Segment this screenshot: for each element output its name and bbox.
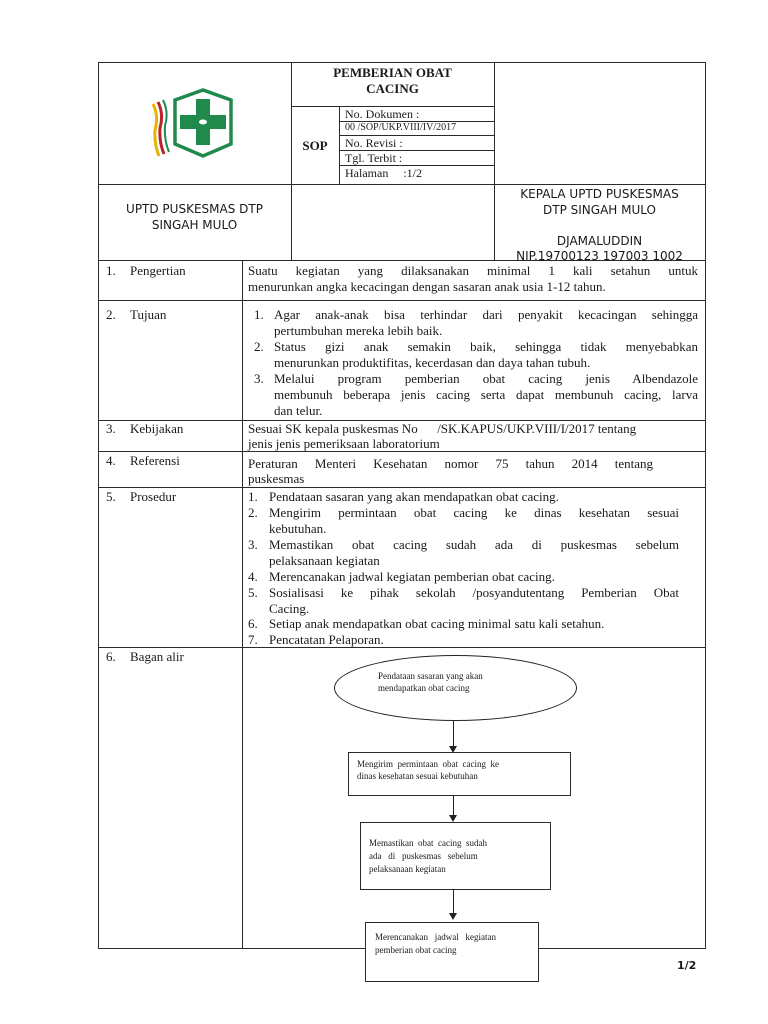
- no-revisi-label: No. Revisi :: [345, 136, 403, 150]
- tujuan-item-line: Agar anak-anak bisa terhindar dari penyakit kecacingan sehingga: [274, 307, 698, 322]
- tujuan-item-number: 3.: [254, 371, 264, 386]
- no-dokumen-value: 00 /SOP/UKP.VIII/IV/2017: [345, 122, 457, 133]
- prosedur-item-line: Setiap anak mendapatkan obat cacing minimal satu kali setahun.: [269, 616, 605, 631]
- prosedur-item-number: 6.: [248, 616, 258, 631]
- prosedur-item-number: 7.: [248, 632, 258, 647]
- section-5-label: Prosedur: [130, 489, 177, 504]
- org-name-line2: SINGAH MULO: [151, 218, 238, 232]
- section-4-text-line2: puskesmas: [248, 471, 305, 486]
- prosedur-item-number: 2.: [248, 505, 258, 520]
- prosedur-item-number: 3.: [248, 537, 258, 552]
- section-1-text-line1: Suatu kegiatan yang dilaksanakan minimal 1 kali setahun untuk: [248, 263, 698, 278]
- flow-arrow: [453, 721, 454, 747]
- flow-step-3-line3: pelaksanaan kegiatan: [369, 864, 446, 874]
- flow-step-2-line2: dinas kesehatan sesuai kebutuhan: [357, 771, 478, 781]
- section-1-number: 1.: [106, 263, 116, 278]
- tujuan-item-number: 2.: [254, 339, 264, 354]
- tujuan-item-line: pertumbuhan mereka lebih baik.: [274, 323, 443, 338]
- sop-title-line1: PEMBERIAN OBAT: [333, 65, 452, 80]
- tujuan-item-line: Status gizi anak semakin baik, sehingga tidak menyebabkan: [274, 339, 698, 354]
- section-4-text-line1: Peraturan Menteri Kesehatan nomor 75 tahun 2014 tentang: [248, 456, 653, 471]
- section-6-number: 6.: [106, 649, 116, 664]
- flow-step-3-line1: Memastikan obat cacing sudah: [369, 838, 487, 848]
- sop-label: SOP: [302, 138, 328, 153]
- tujuan-item-line: membunuh beberapa jenis cacing serta dapat membunuh cacing, larva: [274, 387, 698, 402]
- flow-step-2-line1: Mengirim permintaan obat cacing ke: [357, 759, 499, 769]
- prosedur-item-line: Merencanakan jadwal kegiatan pemberian obat cacing.: [269, 569, 555, 584]
- section-2-number: 2.: [106, 307, 116, 322]
- tujuan-item-line: Melalui program pemberian obat cacing jenis Albendazole: [274, 371, 698, 386]
- flow-step-1-line1: Pendataan sasaran yang akan: [378, 671, 483, 681]
- section-1-label: Pengertian: [130, 263, 186, 278]
- prosedur-item-number: 4.: [248, 569, 258, 584]
- prosedur-item-line: pelaksanaan kegiatan: [269, 553, 380, 568]
- prosedur-item-line: Pendataan sasaran yang akan mendapatkan obat cacing.: [269, 489, 559, 504]
- prosedur-item-line: Cacing.: [269, 601, 310, 616]
- prosedur-item-line: Pencatatan Pelaporan.: [269, 632, 384, 647]
- flow-step-4-line1: Merencanakan jadwal kegiatan: [375, 932, 496, 942]
- page-number: 1/2: [677, 959, 697, 972]
- no-dokumen-label: No. Dokumen :: [345, 107, 420, 121]
- org-name-line1: UPTD PUSKESMAS DTP: [126, 202, 263, 216]
- prosedur-item-line: kebutuhan.: [269, 521, 327, 536]
- section-3-number: 3.: [106, 421, 116, 436]
- prosedur-item-number: 5.: [248, 585, 258, 600]
- flow-step-3-line2: ada di puskesmas sebelum: [369, 851, 478, 861]
- flow-step-4-line2: pemberian obat cacing: [375, 945, 457, 955]
- tujuan-item-line: menurunkan produktifitas, kecerdasan dan daya tahan tubuh.: [274, 355, 591, 370]
- kepala-title-line1: KEPALA UPTD PUSKESMAS: [520, 187, 679, 201]
- section-3-label: Kebijakan: [130, 421, 184, 436]
- flow-arrow: [453, 796, 454, 816]
- sop-title-line2: CACING: [366, 81, 419, 96]
- kepala-nip: NIP.19700123 197003 1002: [516, 249, 683, 263]
- section-2-label: Tujuan: [130, 307, 167, 322]
- section-6-label: Bagan alir: [130, 649, 184, 664]
- prosedur-item-number: 1.: [248, 489, 258, 504]
- section-1-text-line2: menurunkan angka kecacingan dengan sasaran anak usia 1-12 tahun.: [248, 279, 606, 294]
- section-4-number: 4.: [106, 453, 116, 468]
- tujuan-item-number: 1.: [254, 307, 264, 322]
- prosedur-item-line: Sosialisasi ke pihak sekolah /posyandutentang Pemberian Obat: [269, 585, 679, 600]
- tujuan-item-line: dan telur.: [274, 403, 323, 418]
- flow-arrow: [453, 890, 454, 914]
- kepala-title-line2: DTP SINGAH MULO: [543, 203, 656, 217]
- flow-step-1-line2: mendapatkan obat cacing: [378, 683, 470, 693]
- kepala-name: DJAMALUDDIN: [556, 234, 643, 248]
- prosedur-item-line: Memastikan obat cacing sudah ada di puskesmas sebelum: [269, 537, 679, 552]
- puskesmas-logo: [145, 86, 245, 162]
- halaman-label: Halaman :1/2: [345, 166, 422, 180]
- section-3-text-line2: jenis jenis pemeriksaan laboratorium: [248, 436, 440, 451]
- section-3-text-line1: Sesuai SK kepala puskesmas No /SK.KAPUS/UKP.VIII/I/2017 tentang: [248, 421, 637, 436]
- section-5-number: 5.: [106, 489, 116, 504]
- tgl-terbit-label: Tgl. Terbit :: [345, 151, 403, 165]
- prosedur-item-line: Mengirim permintaan obat cacing ke dinas kesehatan sesuai: [269, 505, 679, 520]
- section-4-label: Referensi: [130, 453, 180, 468]
